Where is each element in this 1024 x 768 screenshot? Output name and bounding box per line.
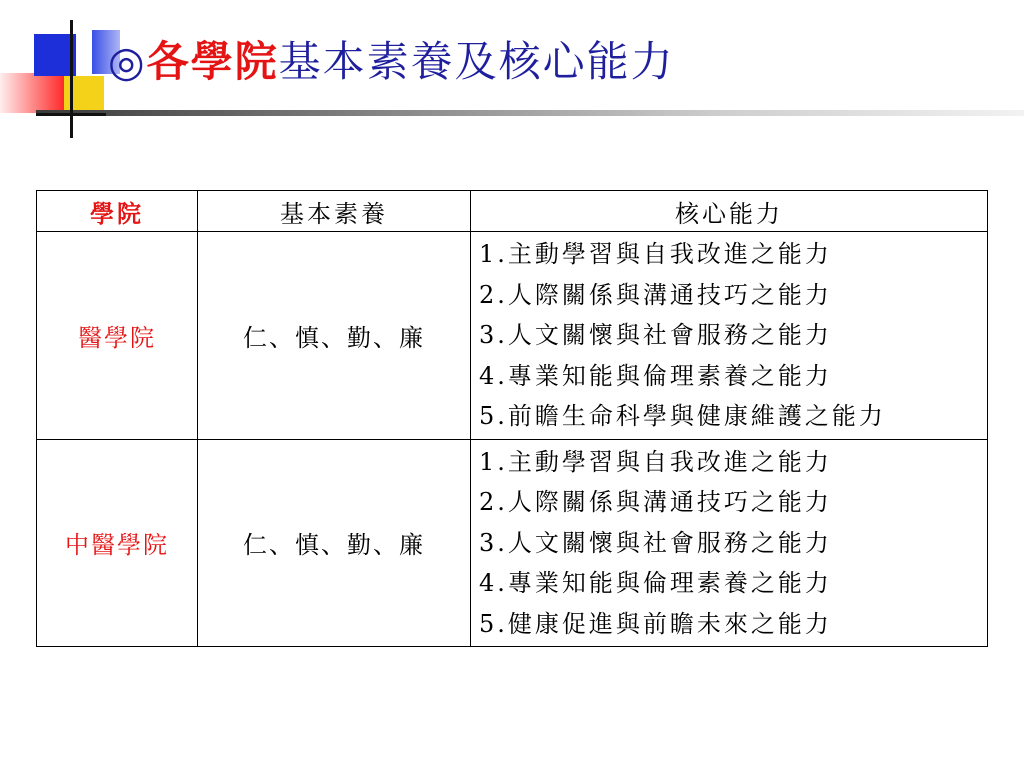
- college-cell: 醫學院: [37, 232, 198, 440]
- ability-item: 2.人際關係與溝通技巧之能力: [479, 488, 832, 516]
- ability-item: 4.專業知能與倫理素養之能力: [479, 569, 832, 597]
- virtues-cell: 仁、慎、勤、廉: [198, 232, 471, 440]
- ability-item: 1.主動學習與自我改進之能力: [479, 240, 832, 268]
- decorative-short-line: [36, 113, 106, 116]
- page-title: [108, 30, 675, 94]
- abilities-table: [36, 190, 988, 647]
- table-header-row: [37, 191, 988, 232]
- title-rest: 基本素養及核心能力: [278, 37, 675, 86]
- ability-item: 2.人際關係與溝通技巧之能力: [479, 280, 832, 309]
- header-divider-line: [36, 110, 1024, 116]
- ability-item: 3.人文關懷與社會服務之能力: [479, 321, 832, 349]
- virtues-cell: 仁、慎、勤、廉: [198, 439, 471, 647]
- ability-item: 5.前瞻生命科學與健康維護之能力: [479, 402, 886, 430]
- decorative-vertical-line: [70, 20, 73, 138]
- header-virtues: 基本素養: [198, 191, 471, 232]
- table-row: [37, 232, 988, 440]
- ability-item: 1.主動學習與自我改進之能力: [479, 447, 832, 476]
- title-highlight: 各學院: [146, 37, 279, 86]
- ability-item: 5.健康促進與前瞻未來之能力: [479, 609, 832, 638]
- table-row: [37, 439, 988, 647]
- decorative-red-block: [0, 73, 64, 113]
- abilities-cell: [471, 232, 988, 440]
- header-abilities: 核心能力: [471, 191, 988, 232]
- college-cell: 中醫學院: [37, 439, 198, 647]
- ability-item: 3.人文關懷與社會服務之能力: [479, 528, 832, 557]
- abilities-cell: [471, 439, 988, 647]
- double-circle-icon: ◎: [108, 37, 147, 86]
- header-college: 學院: [37, 191, 198, 232]
- ability-item: 4.專業知能與倫理素養之能力: [479, 361, 832, 390]
